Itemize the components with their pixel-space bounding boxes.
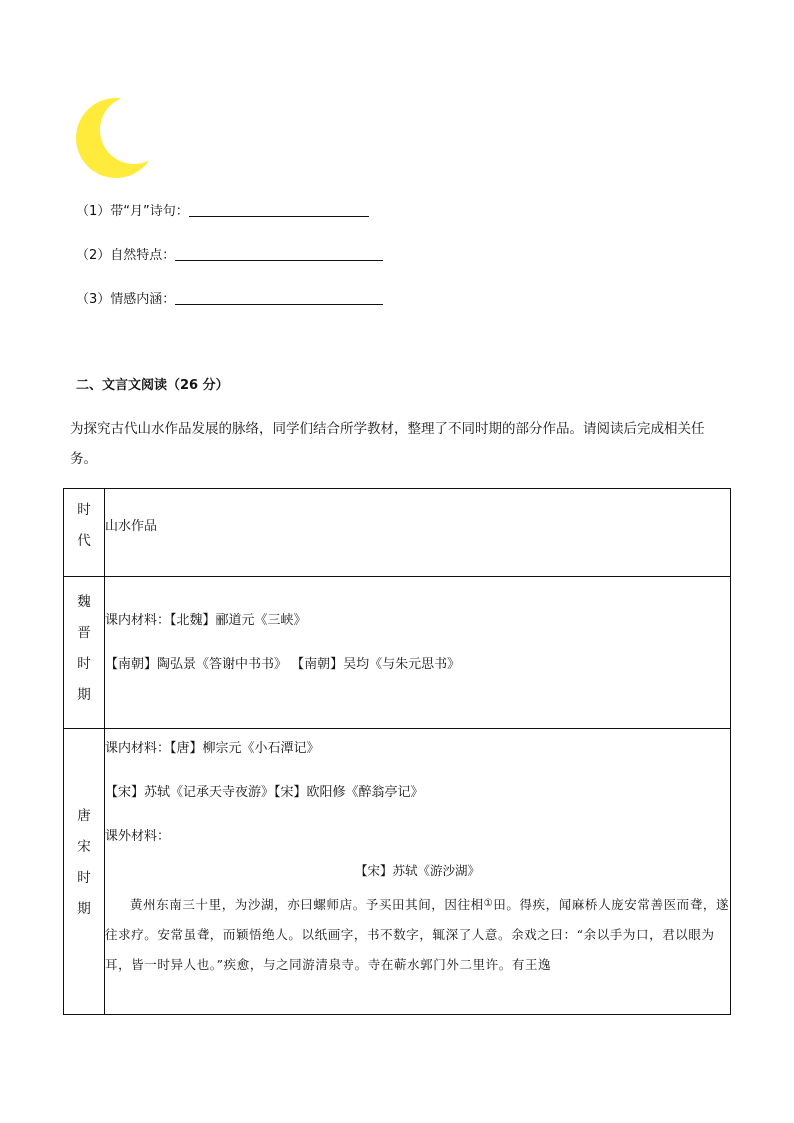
answer-blank-3[interactable] <box>175 290 383 305</box>
era-label-tangsong: 唐宋时期 <box>77 808 91 917</box>
table-header-row <box>64 489 731 577</box>
era-cell-tangsong <box>64 729 105 1015</box>
passage-text-part-2: 田。得疾，闻麻桥人庞安常善医而聋，遂往求疗。安常虽聋，而颖悟绝人。以纸画字，书不数字，辄深了人意。余戏之曰：“余以手为口，君以眼为耳，皆一时异人也。”疾愈，与之同游清泉寺。寺在蕲水郭门外二里许。有王逸 <box>105 897 730 972</box>
question-1-label: （1）带“月”诗句： <box>76 204 189 219</box>
footnote-mark: ① <box>483 898 494 909</box>
table-row <box>64 577 731 729</box>
answer-blank-1[interactable] <box>189 202 369 217</box>
era-cell-weijin <box>64 577 105 729</box>
content-cell-weijin <box>105 577 731 729</box>
era-header-label: 时代 <box>77 502 91 549</box>
era-header-cell <box>64 489 105 577</box>
content-cell-tangsong <box>105 729 731 1015</box>
list-item: 课内材料：【唐】柳宗元《小石潭记》 <box>105 741 320 756</box>
question-1 <box>76 202 369 222</box>
intro-paragraph: 为探究古代山水作品发展的脉络，同学们结合所学教材，整理了不同时期的部分作品。请阅读后完成相关任务。 <box>70 421 705 467</box>
list-item: 【宋】苏轼《记承天寺夜游》【宋】欧阳修《醉翁亭记》 <box>105 785 424 800</box>
table-row <box>64 729 731 1015</box>
era-label-weijin: 魏晋时期 <box>77 594 91 703</box>
passage-title: 【宋】苏轼《游沙湖》 <box>354 863 480 878</box>
crescent-moon-icon <box>76 96 156 180</box>
passage-text-part-1: 黄州东南三十里，为沙湖，亦曰螺师店。予买田其间，因往相 <box>130 897 484 912</box>
question-3-label: （3）情感内涵： <box>76 292 176 307</box>
list-item: 课内材料：【北魏】郦道元《三峡》 <box>105 613 307 628</box>
question-2-label: （2）自然特点： <box>76 248 176 263</box>
question-3 <box>76 290 383 310</box>
question-2 <box>76 246 383 266</box>
answer-blank-2[interactable] <box>175 246 383 261</box>
list-item: 【南朝】陶弘景《答谢中书书》 【南朝】吴均《与朱元思书》 <box>105 657 461 672</box>
list-item: 课外材料： <box>105 829 171 844</box>
content-header-cell <box>105 489 731 577</box>
works-table <box>63 488 731 1015</box>
content-header-label: 山水作品 <box>105 519 158 534</box>
section-title: 二、文言文阅读（26 分） <box>76 378 229 393</box>
passage-text <box>105 889 730 980</box>
